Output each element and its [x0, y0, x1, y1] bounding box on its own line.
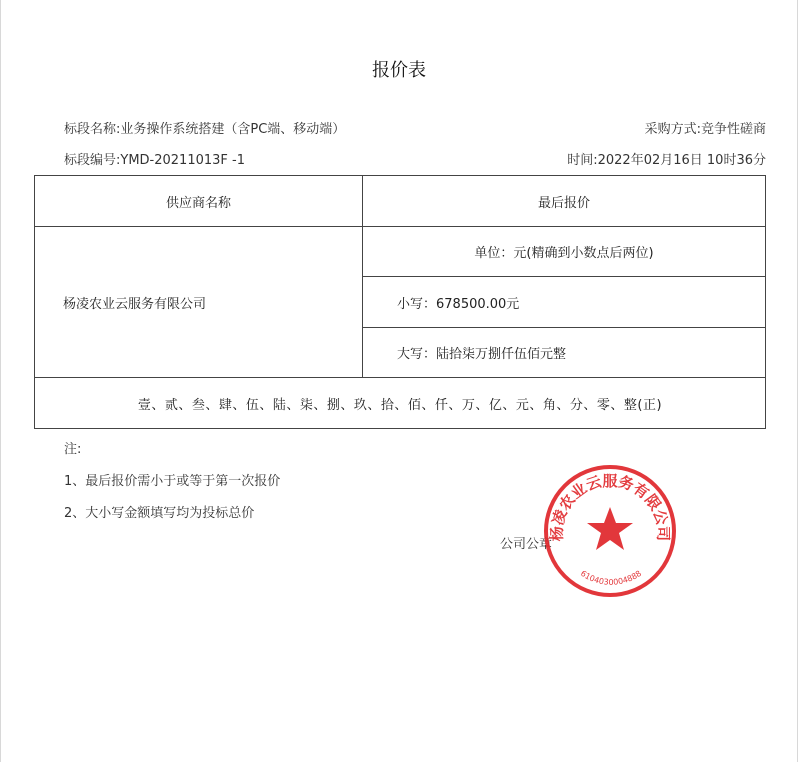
company-seal-label: 公司公章: [500, 537, 553, 552]
svg-text:杨凌农业云服务有限公司: 杨凌农业云服务有限公司: [547, 471, 673, 542]
document-title: 报价表: [372, 60, 426, 81]
amount-lowercase: 小写：678500.00元: [397, 296, 520, 312]
header-supplier: 供应商名称: [165, 195, 231, 211]
quote-table: [34, 175, 766, 429]
supplier-name: 杨凌农业云服务有限公司: [63, 296, 207, 312]
numerals-reference: 壹、贰、叁、肆、伍、陆、柒、捌、玖、拾、佰、仟、万、亿、元、角、分、零、整(正): [137, 397, 663, 413]
notes-heading: 注:: [64, 442, 82, 457]
amount-uppercase: 大写：陆拾柒万捌仟伍佰元整: [397, 347, 567, 362]
procurement-method: 采购方式:竞争性磋商: [644, 122, 766, 137]
header-quote: 最后报价: [537, 195, 590, 211]
note-item-1: 1、最后报价需小于或等于第一次报价: [64, 474, 281, 489]
svg-text:6104030004888: 6104030004888: [578, 568, 644, 587]
unit-note: 单位：元(精确到小数点后两位): [474, 246, 654, 261]
company-seal: [540, 461, 680, 601]
note-item-2: 2、大小写金额填写均为投标总价: [64, 506, 255, 521]
quote-time: 时间:2022年02月16日 10时36分: [567, 153, 766, 168]
page-edge-left: [0, 0, 1, 762]
section-name: 标段名称:业务操作系统搭建（含PC端、移动端）: [64, 122, 346, 137]
section-number: 标段编号:YMD-20211013F -1: [64, 153, 245, 168]
